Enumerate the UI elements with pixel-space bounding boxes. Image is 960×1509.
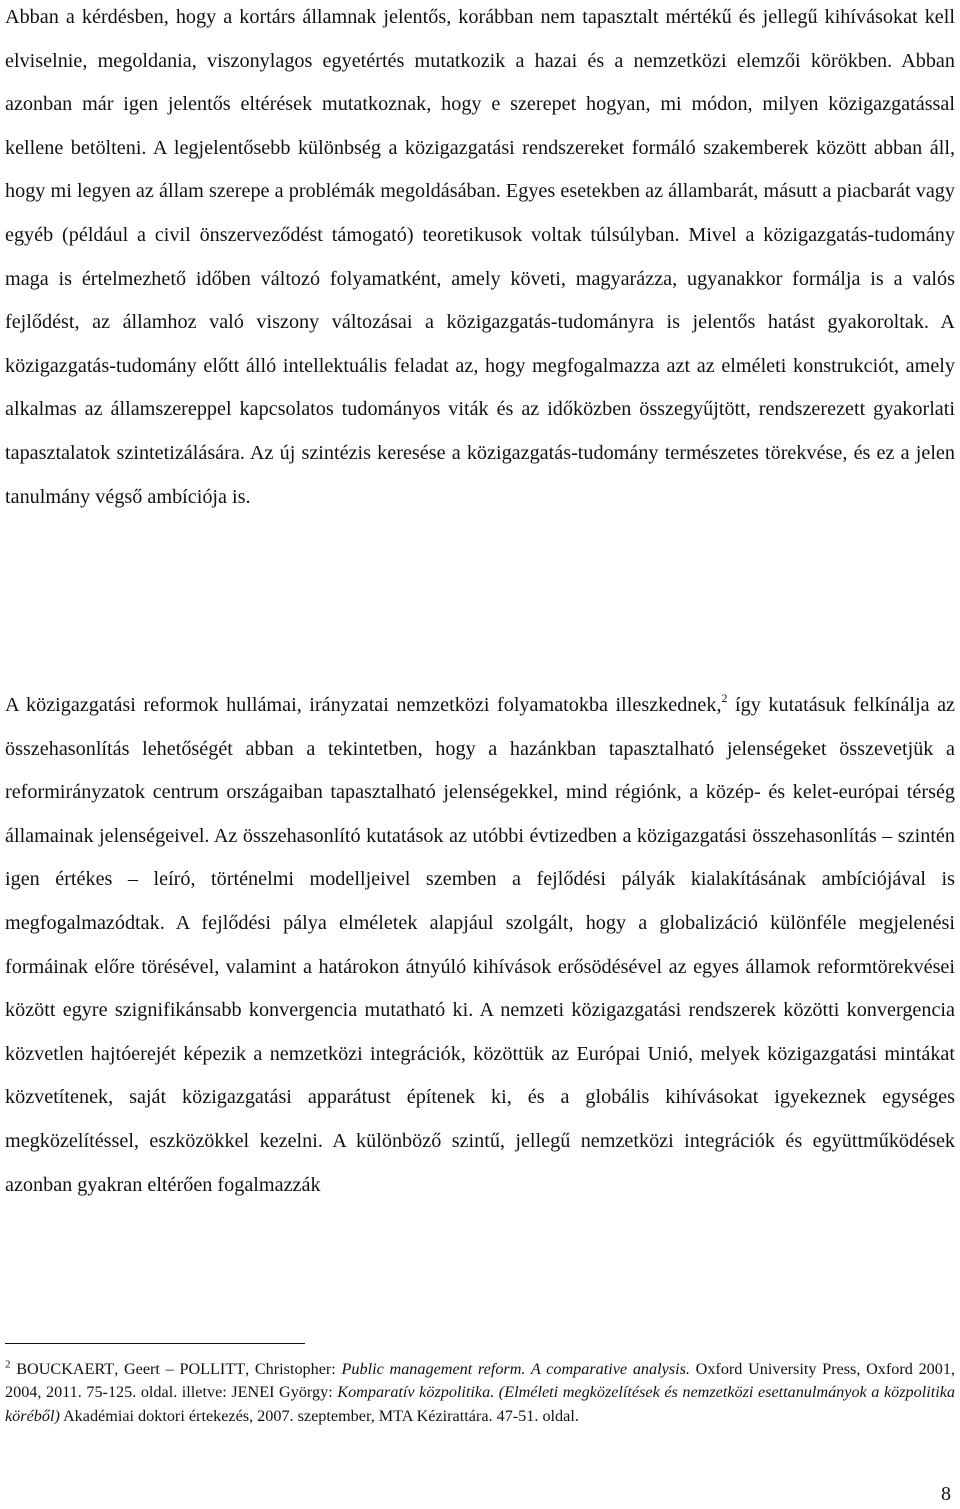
paragraph-text-after-ref: így kutatásuk felkínálja az összehasonlítás lehetőségét abban a tekintetben, hogy a hazánkban tapasztalható jelenségeket összevetjük a reformirányzatok centrum országaiban tapasztalható jelenségekkel, mind régiónk, a közép- és kelet-európai térség államainak jelenségeivel. Az összehasonlító kutatások az utóbbi évtizedben a közigazgatási összehasonlítás – szintén igen értékes – leíró, történelmi modelljeivel szemben a fejlődési pályák kialakításának ambíciójával is megfogalmazódtak. A fejlődési pálya elméletek alapjául szolgált, hogy a globalizáció különféle megjelenési formáinak előre törésével, valamint a határokon átnyúló kihívások erősödésével az egyes államok reformtörekvései között egyre szignifikánsabb konvergencia mutatható ki. A nemzeti közigazgatási rendszerek közötti konvergencia közvetlen hajtóerejét képezik a nemzetközi integrációk, közöttük az Európai Unió, melyek közigazgatási mintákat közvetítenek, saját közigazgatási apparátust építenek ki, és a globális kihívásokat igyekeznek egységes megközelítéssel, eszközökkel kezelni. A különböző szintű, jellegű nemzetközi integrációk és együttműködések azonban gyakran eltérően fogalmazzák (5, 694, 955, 1196)
footnote-author-3: JENEI (231, 1383, 275, 1402)
document-page (5, 0, 955, 1509)
body-paragraph-1: Abban a kérdésben, hogy a kortárs államnak jelentős, korábban nem tapasztalt mértékű és jellegű kihívásokat kell elviselnie, megoldania, viszonylagos egyetértés mutatkozik a hazai és a nemzetközi elemzői körökben. Abban azonban már igen jelentős eltérések mutatkoznak, hogy e szerepet hogyan, mi módon, milyen közigazgatással kellene betölteni. A legjelentősebb különbség a közigazgatási rendszereket formáló szakemberek között abban áll, hogy mi legyen az állam szerepe a problémák megoldásában. Egyes esetekben az állambarát, másutt a piacbarát vagy egyéb (például a civil önszerveződést támogató) teoretikusok voltak túlsúlyban. Mivel a közigazgatás-tudomány maga is értelmezhető időben változó folyamatként, amely követi, magyarázza, ugyanakkor formálja is a valós fejlődést, az államhoz való viszony változásai a közigazgatás-tudományra is jelentős hatást gyakoroltak. A közigazgatás-tudomány előtt álló intellektuális feladat az, hogy megfogalmazza azt az elméleti konstrukciót, amely alkalmas az államszereppel kapcsolatos tudományos viták és az időközben összegyűjtött, rendszerezett gyakorlati tapasztalatok szintetizálására. Az új szintézis keresése a közigazgatás-tudomány természetes törekvése, és ez a jelen tanulmány végső ambíciója is. (5, 6, 955, 508)
footnote-number: 2 (5, 1358, 11, 1371)
footnote-title-2: Komparatív közpolitika. (Elméleti megközelítések és nemzetközi esettanulmányok a közpolitika köréből) (5, 1383, 955, 1425)
footnote-publisher-1: Oxford University Press, Oxford 2001, 2004, 2011. 75-125. oldal. illetve: (5, 1360, 955, 1402)
body-paragraph-2 (5, 684, 955, 1207)
footnote-author-2: POLLITT (179, 1360, 246, 1378)
footnote-publisher-2: Akadémiai doktori értekezés, 2007. szeptember, MTA Kézirattára. 47-51. oldal. (59, 1406, 579, 1425)
footnote-author-1-given: , Geert – (114, 1360, 180, 1378)
paragraph-text-before-ref: A közigazgatási reformok hullámai, irányzatai nemzetközi folyamatokba illeszkednek, (5, 694, 722, 716)
page-number: 8 (941, 1483, 951, 1505)
footnote-2 (5, 1358, 955, 1428)
footnote-author-2-given: , Christopher: (245, 1360, 342, 1378)
footnote-reference-2[interactable]: 2 (721, 691, 728, 705)
footnote-author-3-given: György: (274, 1383, 338, 1402)
footnote-title-1: Public management reform. A comparative analysis. (341, 1360, 690, 1378)
footnote-separator (5, 1343, 305, 1344)
footnote-author-1: BOUCKAERT (16, 1360, 115, 1378)
